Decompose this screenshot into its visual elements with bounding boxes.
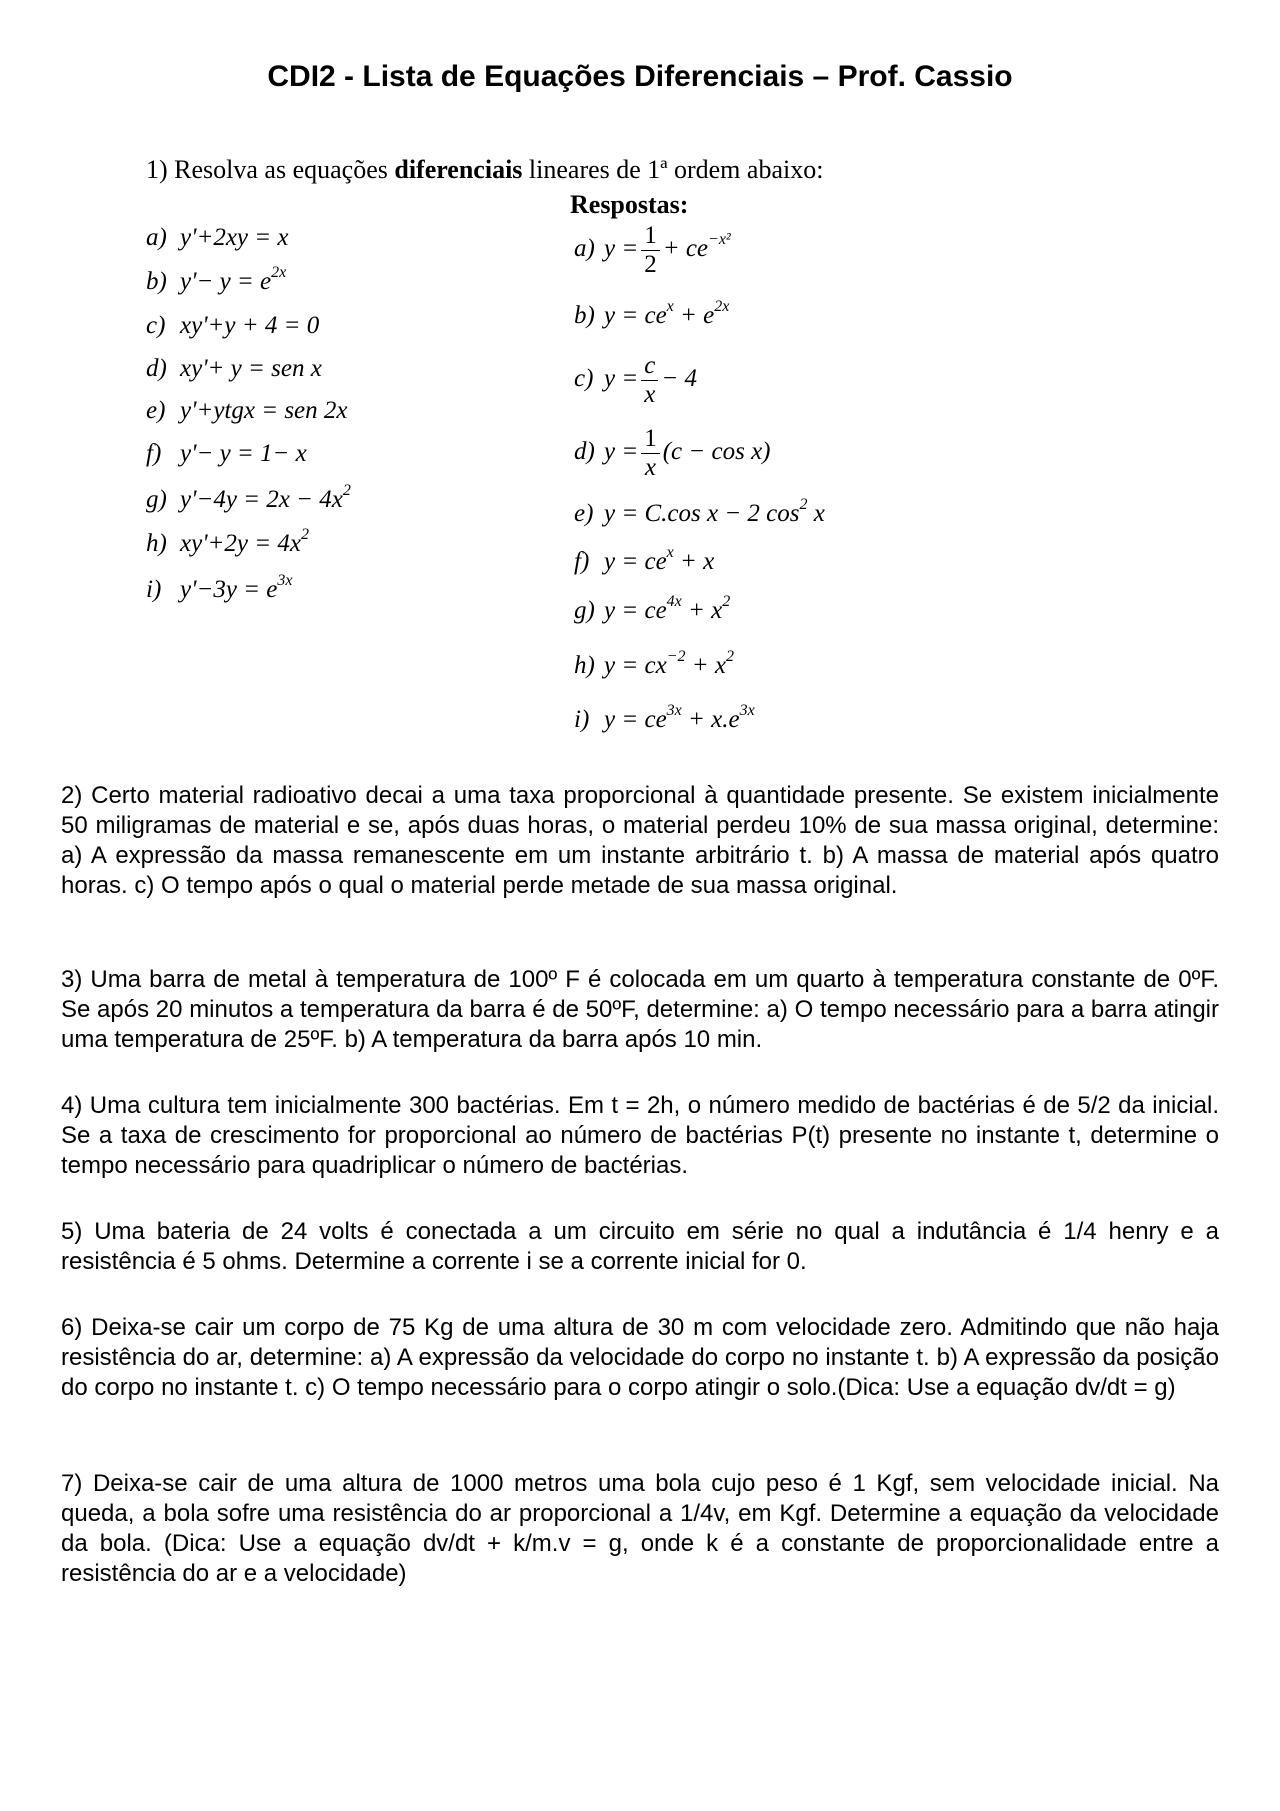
question-e: e) y'+ytgx = sen 2x bbox=[146, 397, 348, 424]
problem-3: 3) Uma barra de metal à temperatura de 100º F é colocada em um quarto à temperatura constante de 0ºF. Se após 20 minutos a temperatura da barra é de 50ºF, determine: a) O tempo necessário para a barra atingir uma temperatura de 25ºF. b) A temperatura da barra após 10 min. bbox=[61, 966, 1219, 1053]
problem-2: 2) Certo material radioativo decai a uma taxa proporcional à quantidade presente. Se existem inicialmente 50 miligramas de material e se, após duas horas, o material perdeu 10% de sua massa original, determine: a) A expressão da massa remanescente em um instante arbitrário t. b) A massa de material após quatro horas. c) O tempo após o qual o material perde metade de sua massa original. bbox=[61, 782, 1219, 899]
question-g: g) $y'-4y = 2x - 4x^2$ bbox=[146, 482, 351, 513]
answer-b: b) $y = ce^x + e^{2x}$ bbox=[574, 298, 730, 329]
answer-e: e) y = C.cos x − 2 $\cos^2 x$ bbox=[574, 496, 825, 527]
fraction: $\frac{1}{x}$ bbox=[641, 425, 660, 482]
answer-i: i) $y = ce^{3x} + x.e^{3x}$ bbox=[574, 702, 755, 733]
problem-4: 4) Uma cultura tem inicialmente 300 bactérias. Em t = 2h, o número medido de bactérias é de 5/2 da inicial. Se a taxa de crescimento for proporcional ao número de bactérias P(t) presente no instante t, determine o tempo necessário para quadriplicar o número de bactérias. bbox=[61, 1092, 1219, 1179]
question-h: h) $xy'+2y = 4x^2$ bbox=[146, 526, 309, 557]
question-c: c) xy'+y + 4 = 0 bbox=[146, 312, 320, 339]
question-b: b) $y'- y = e^{2x}$ bbox=[146, 264, 287, 295]
page-title: CDI2 - Lista de Equações Diferenciais – Prof. Cassio bbox=[267, 60, 1013, 93]
answers-heading: Respostas: bbox=[570, 190, 689, 219]
exercise-1-heading: 1) Resolva as equações diferenciais lineares de 1ª ordem abaixo: bbox=[146, 155, 824, 184]
fraction: $\frac{c}{x}$ bbox=[641, 352, 658, 409]
problem-5: 5) Uma bateria de 24 volts é conectada a um circuito em série no qual a indutância é 1/4 henry e a resistência é 5 ohms. Determine a corrente i se a corrente inicial for 0. bbox=[61, 1218, 1219, 1275]
answer-c: c) y = $\frac{c}{x}$ − 4 bbox=[574, 352, 697, 408]
question-a: a) y'+2xy = x bbox=[146, 224, 289, 251]
answer-d: d) y = $\frac{1}{x}$ (c − cos x) bbox=[574, 425, 771, 481]
question-d: d) xy'+ y = sen x bbox=[146, 355, 322, 382]
question-i: i) $y'-3y = e^{3x}$ bbox=[146, 572, 293, 603]
answer-h: h) $y = cx^{-2} + x^2$ bbox=[574, 648, 734, 679]
problem-7: 7) Deixa-se cair de uma altura de 1000 metros uma bola cujo peso é 1 Kgf, sem velocidade inicial. Na queda, a bola sofre uma resistência do ar proporcional a 1/4v, em Kgf. Determine a equação da velocidade da bola. (Dica: Use a equação dv/dt + k/m.v = g, onde k é a constante de proporcionalidade entre a resistência do ar e a velocidade) bbox=[61, 1470, 1219, 1587]
answer-a: a) y = $\frac{1}{2}$ + $ce^{-x^2}$ bbox=[574, 222, 731, 278]
answer-f: f) $y = ce^x + x$ bbox=[574, 544, 715, 575]
exercise-1 bbox=[0, 0, 1280, 760]
question-f: f) y'− y = 1− x bbox=[146, 440, 307, 467]
problem-6: 6) Deixa-se cair um corpo de 75 Kg de uma altura de 30 m com velocidade zero. Admitindo que não haja resistência do ar, determine: a) A expressão da velocidade do corpo no instante t. b) A expressão da posição do corpo no instante t. c) O tempo necessário para o corpo atingir o solo.(Dica: Use a equação dv/dt = g) bbox=[61, 1314, 1219, 1401]
answer-g: g) $y = ce^{4x} + x^2$ bbox=[574, 593, 731, 624]
fraction: $\frac{1}{2}$ bbox=[641, 222, 660, 279]
